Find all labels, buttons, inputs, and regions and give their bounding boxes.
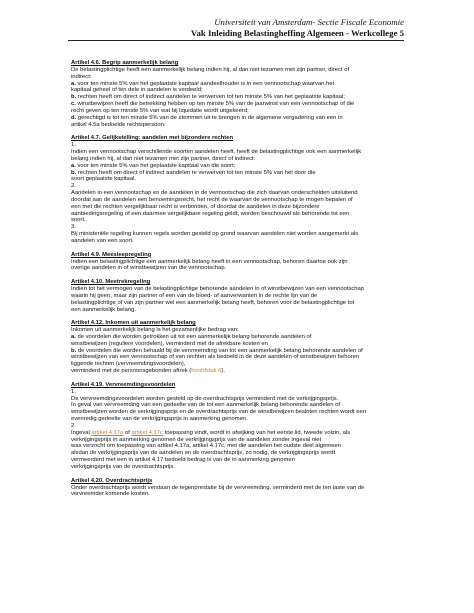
text-line: vermeerderd met een in artikel 4.17 bedoeld bedrag is van de in aanmerking genomen xyxy=(71,457,295,464)
text-line: verkrijgingsprijs in aanmerking genomen de verkrijgingsprijs van de aandelen zonder ingeval niet xyxy=(71,436,322,443)
text-line: winstbewijzen worden de verkrijgingsprijs en de overdrachtsprijs van de winstbewijzen besloten rechten wordt een xyxy=(71,409,366,416)
list-letter: b. xyxy=(71,169,77,176)
list-letter: a. xyxy=(71,80,76,87)
text-line: artikel 4.5a bedoelde rechtspersoon. xyxy=(71,121,166,128)
text-line: 2. xyxy=(71,422,76,429)
text-line: soort geplaatste kapitaal. xyxy=(71,176,136,183)
text-line: Bij ministeriële regeling kunnen regels worden gesteld op grond waarvan aandelen niet worden aangemerkt als xyxy=(71,231,359,238)
list-text: de voordelen die worden getrokken uit tot een aanmerkelijk belang behorende aandelen of xyxy=(75,333,312,340)
list-letter: a. xyxy=(71,162,76,169)
list-item xyxy=(71,163,405,170)
text-line: recht geven op ten minste 5% van wat bij liquidatie wordt uitgekeerd; xyxy=(71,107,249,114)
header-university: Universiteit van Amsterdam- Sectie Fiscale Economie xyxy=(214,17,404,27)
section-article-4-19 xyxy=(71,382,405,471)
section-heading: Artikel 4.12. Inkomen uit aanmerkelijk belang xyxy=(71,320,196,327)
text-line: Onder overdrachtsprijs wordt verstaan de tegenprestatie bij de vervreemding, verminderd met de ten laste van de xyxy=(71,484,365,491)
text-line: evenredig gedeelte van de verkrijgingsprijs in aanmerking genomen. xyxy=(71,416,248,423)
text-line: indirect: xyxy=(71,73,92,80)
list-text: voor ten minste 5% van het geplaatste kapitaal van die soort; xyxy=(75,162,236,169)
artikel-4-17a-link[interactable]: artikel 4.17a xyxy=(91,429,124,436)
text-line: aandelen van een soort. xyxy=(71,237,134,244)
list-item xyxy=(71,348,405,355)
section-heading: Artikel 4.20. Overdrachtsprijs xyxy=(71,477,153,484)
list-text: voor ten minste 5% van het geplaatste kapitaal aandeelhouder is in een vennootschap waarvan het xyxy=(75,80,335,87)
list-text: gerechtigd is tot ten minste 5% van de stemmen uit te brengen in de algemene vergadering van een in xyxy=(76,114,343,121)
text-line: was verzocht om toepassing van artikel 4.17a, artikel 4.17c, met die aandelen het oudste deel algemeen xyxy=(71,443,341,450)
section-heading: Artikel 4.7. Gelijkstelling: aandelen met bijzondere rechten xyxy=(71,135,234,142)
text-line: aanbiedingsregeling of een daarmee vergelijkbare regeling geldt, worden beschouwd als behorende tot een xyxy=(71,210,350,217)
section-heading: Artikel 4.9. Meesleepregeling xyxy=(71,251,152,258)
list-item xyxy=(71,170,405,177)
text-fragment: of xyxy=(123,429,132,436)
list-text: rechten heeft om direct of indirect aandelen te verwerven tot ten minste 5% van het door die xyxy=(76,169,316,176)
list-letter: b. xyxy=(71,94,77,101)
text-line xyxy=(71,430,405,437)
text-line: In geval van vervreemding van een gedeelte van de tot een aanmerkelijk belang behorende aandelen of xyxy=(71,402,341,409)
text-line: kapitaal geheel of ten dele in aandelen is verdeeld; xyxy=(71,87,203,94)
text-fragment: Ingeval xyxy=(71,429,92,436)
list-text: winstbewijzen heeft die betrekking hebben op ten minste 5% van de jaarwinst van een vennootschap of die xyxy=(75,101,355,108)
section-article-4-10 xyxy=(71,279,405,313)
section-article-4-6 xyxy=(71,60,405,128)
document-body xyxy=(71,60,405,505)
section-article-4-9 xyxy=(71,252,405,273)
section-article-4-12 xyxy=(71,320,405,375)
text-line: waarin hij geen, maar zijn partner of een van de bloed- of aanverwanten in de rechte lijn van de xyxy=(71,292,318,299)
text-line: winstbewijzen van een vennootschap of van rechten als bedoeld in de deze aandelen of winstbewijzen behoren xyxy=(71,354,360,361)
section-article-4-20 xyxy=(71,478,405,499)
section-heading: Artikel 4.6. Begrip aanmerkelijk belang xyxy=(71,60,179,66)
artikel-4-17c-link[interactable]: artikel 4.17c xyxy=(131,429,163,436)
text-line: 3. xyxy=(71,224,76,231)
list-item xyxy=(71,115,405,122)
text-line: soort. xyxy=(71,217,86,224)
list-letter: b. xyxy=(71,347,77,354)
text-line: 1. xyxy=(71,142,76,149)
list-item xyxy=(71,94,405,101)
list-item xyxy=(71,334,405,341)
section-heading: Artikel 4.10. Meetrekregeling xyxy=(71,279,151,286)
list-letter: d. xyxy=(71,114,77,121)
text-line: Aandelen in een vennootschap en de aandelen in de vennootschap die zich daarvan onderscheiden uitsluitend xyxy=(71,190,358,197)
text-line: een met die rechten vergelijkbaar recht is verbonden, of doordat de aandelen in deze bijzondere xyxy=(71,203,320,210)
header-course: Vak Inleiding Belastingheffing Algemeen - Werkcollege 5 xyxy=(190,28,404,38)
text-line: een aanmerkelijk belang. xyxy=(71,306,136,313)
text-line: overige aandelen in of winstbewijzen van die vennootschap. xyxy=(71,265,227,272)
section-heading: Artikel 4.19. Vervreemdingsvoordelen xyxy=(71,381,176,388)
list-text: rechten heeft om direct of indirect aandelen te verwerven tot ten minste 5% van het geplaatste kapitaal; xyxy=(76,94,345,101)
text-line: Indien een belastingplichtige een aanmerkelijk belang heeft in een vennootschap, behoren daartoe ook zijn xyxy=(71,258,348,265)
section-article-4-7 xyxy=(71,135,405,245)
text-line: Indien een vennootschap verschillende soorten aandelen heeft, heeft de belastingplichtige ook een aanmerkelijk xyxy=(71,149,362,156)
text-line: belang indien hij, al dan niet tezamen met zijn partner, direct of indirect: xyxy=(71,155,256,162)
text-line: doordat aan de aandelen een benoemingsrecht, het recht de waarvan de vennootschap te mogen bepalen of xyxy=(71,196,353,203)
text-line: Indien tot het vermogen van de belastingplichtige behorende aandelen in of winstbewijzen van een vennootschap xyxy=(71,285,365,292)
text-line: verkrijgingsprijs van de overdrachtsprijs. xyxy=(71,464,175,471)
text-line: belastingplichtige of van zijn partner wel een aanmerkelijk belang heeft, behoren voor de belastingplichtige tot xyxy=(71,299,355,306)
text-line: De belastingplichtige heeft een aanmerkelijk belang indien hij, al dan niet tezamen met zijn partner, direct of xyxy=(71,66,350,73)
hoofdstuk-6-link[interactable]: hoofdstuk 6 xyxy=(191,368,222,375)
text-line xyxy=(71,368,405,375)
text-line: 2. xyxy=(71,183,76,190)
text-fragment: toepassing vindt, wordt in afwijking van het eerste lid, tweede volzin, als xyxy=(162,429,351,436)
text-line: 1. xyxy=(71,388,76,395)
list-item xyxy=(71,101,405,108)
text-line: vervreemder komende kosten. xyxy=(71,491,150,498)
list-letter: a. xyxy=(71,333,76,340)
text-line: liggende rechten (vervreemdingsvoordelen), xyxy=(71,361,186,368)
text-line: alsdan de verkrijgingsprijs van de aandelen en de overdrachtsprijs, zo nodig, de verkrijgingsprijs wordt xyxy=(71,450,336,457)
text-fragment: verminderd met de persoonsgebonden aftrek ( xyxy=(71,368,192,375)
list-item xyxy=(71,81,405,88)
list-text: de voordelen die worden behaald bij de vervreemding van tot een aanmerkelijk belang behorende aandelen of xyxy=(76,347,363,354)
text-line: Inkomen uit aanmerkelijk belang is het gezamenlijke bedrag van: xyxy=(71,327,239,334)
header-rule xyxy=(68,40,404,41)
list-letter: c. xyxy=(71,101,76,108)
text-fragment: ). xyxy=(221,368,225,375)
text-line: De vervreemdingsvoordelen worden gesteld op de overdrachtsprijs verminderd met de verkrijgingsprijs. xyxy=(71,395,339,402)
text-line: winstbewijzen (reguliere voordelen), verminderd met de afrekbare kosten en xyxy=(71,340,268,347)
